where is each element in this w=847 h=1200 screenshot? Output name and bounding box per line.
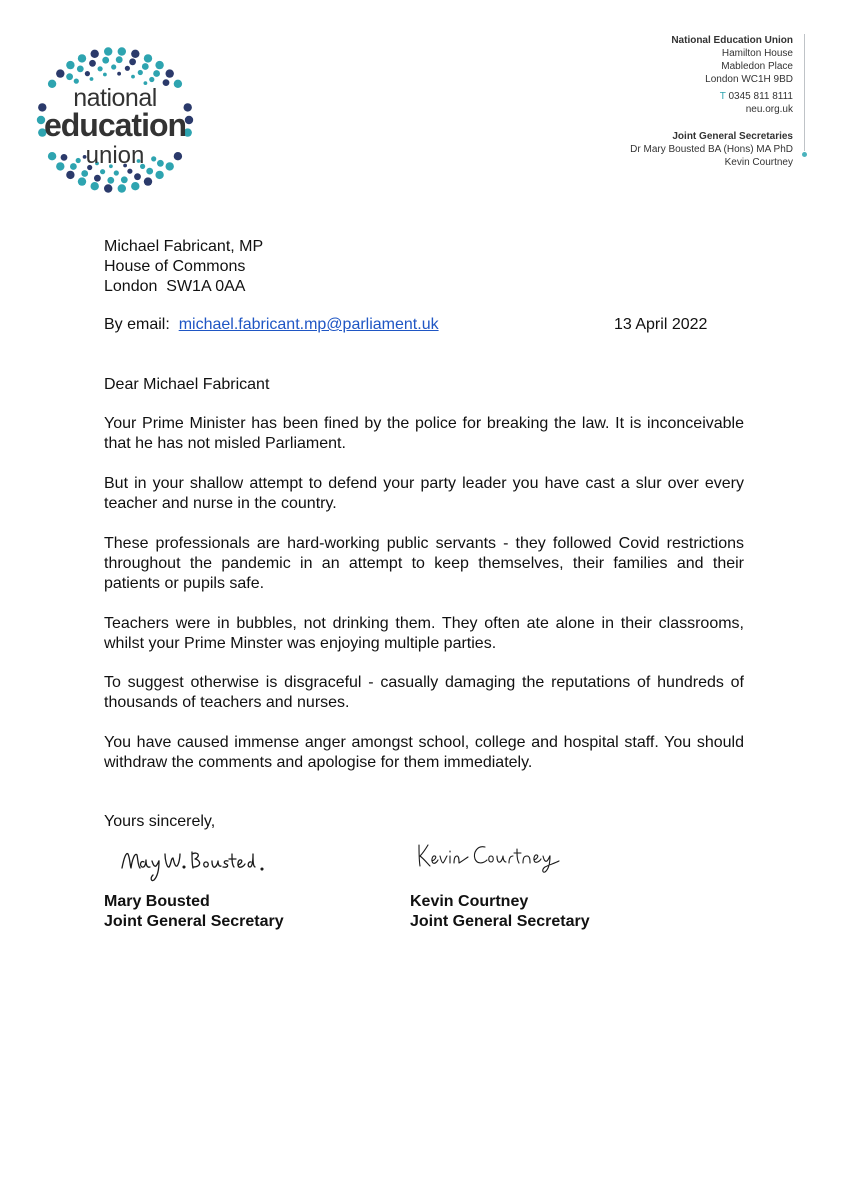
recipient-address	[104, 237, 744, 297]
logo-dot	[89, 60, 96, 67]
logo-dot	[118, 47, 126, 55]
signatory-2	[410, 892, 590, 932]
logo-text-national: national	[73, 84, 157, 112]
letterhead-divider	[804, 34, 805, 151]
logo-dot	[131, 182, 139, 190]
logo-dot	[77, 66, 84, 73]
logo-dot	[117, 72, 121, 76]
org-website[interactable]: neu.org.uk	[745, 104, 793, 115]
org-name: National Education Union	[671, 35, 793, 46]
logo-dot	[66, 73, 73, 80]
neu-logo	[30, 40, 200, 200]
logo-dot	[98, 66, 103, 71]
paragraph-2: But in your shallow attempt to defend your party leader you have cast a slur over every teacher and nurse in the country.	[104, 475, 744, 512]
logo-dot	[66, 61, 74, 69]
logo-dot	[155, 171, 163, 179]
signatory-1	[104, 892, 284, 932]
signatory-1-title: Joint General Secretary	[104, 913, 284, 930]
logo-dot	[149, 77, 154, 82]
jgs-name-1: Dr Mary Bousted BA (Hons) MA PhD	[630, 144, 793, 155]
org-address-line-1: Hamilton House	[721, 48, 793, 59]
logo-dot	[153, 70, 160, 77]
logo-dot	[94, 175, 101, 182]
email-label: By email:	[104, 316, 170, 333]
logo-dot	[131, 50, 139, 58]
logo-dot	[102, 57, 109, 64]
paragraph-1: Your Prime Minister has been fined by the police for breaking the law. It is inconceivable that he has not misled Parliament.	[104, 415, 744, 452]
logo-dot	[66, 171, 74, 179]
logo-dot	[90, 77, 94, 81]
logo-dot	[56, 69, 64, 77]
logo-dot	[81, 170, 88, 177]
recipient-line-2: House of Commons	[104, 258, 246, 275]
signatory-2-title: Joint General Secretary	[410, 913, 590, 930]
paragraph-6: You have caused immense anger amongst school, college and hospital staff. You should withdraw the comments and apologise for them immediately.	[104, 734, 744, 771]
letterhead-divider-dot	[802, 152, 807, 157]
letterhead-contact-block	[630, 34, 793, 169]
logo-dot	[78, 54, 86, 62]
logo-dot	[131, 75, 135, 79]
logo-dot	[74, 79, 79, 84]
logo-dot	[91, 182, 99, 190]
logo-dot	[155, 61, 163, 69]
logo-dot	[129, 58, 136, 65]
logo-dot	[91, 50, 99, 58]
org-phone-line	[630, 90, 793, 103]
logo-dot	[118, 184, 126, 192]
signatory-2-name: Kevin Courtney	[410, 893, 529, 910]
signature-kevin-courtney	[415, 835, 565, 875]
paragraph-4: Teachers were in bubbles, not drinking them. They often ate alone in their classrooms, whilst your Prime Minster was enjoying multiple parties.	[104, 615, 744, 652]
logo-dot	[116, 56, 123, 63]
logo-dot	[103, 73, 107, 77]
logo-dot	[111, 64, 116, 69]
org-address-line-2: Mabledon Place	[721, 61, 793, 72]
org-phone: 0345 811 8111	[728, 91, 793, 102]
signatory-1-name: Mary Bousted	[104, 893, 210, 910]
logo-dot	[144, 54, 152, 62]
logo-dot	[125, 66, 130, 71]
logo-dot	[166, 69, 174, 77]
recipient-line-3: London SW1A 0AA	[104, 278, 246, 295]
logo-dot	[114, 170, 119, 175]
logo-dot	[138, 70, 143, 75]
logo-dot	[121, 176, 128, 183]
logo-dot	[78, 177, 86, 185]
paragraph-3: These professionals are hard-working public servants - they followed Covid restrictions throughout the pandemic in an attempt to keep themselves, their families and their patients or pupils safe.	[104, 535, 744, 592]
logo-dot	[142, 63, 149, 70]
jgs-name-2: Kevin Courtney	[724, 157, 793, 168]
jgs-heading: Joint General Secretaries	[672, 131, 793, 142]
logo-text-union: union	[85, 142, 145, 169]
closing: Yours sincerely,	[104, 813, 216, 830]
logo-dot	[144, 177, 152, 185]
logo-dot	[104, 47, 112, 55]
recipient-line-1: Michael Fabricant, MP	[104, 238, 264, 255]
org-address-line-3: London WC1H 9BD	[705, 74, 793, 85]
paragraph-5: To suggest otherwise is disgraceful - casually damaging the reputations of hundreds of thousands of teachers and nurses.	[104, 674, 744, 711]
email-link[interactable]: michael.fabricant.mp@parliament.uk	[178, 316, 439, 333]
logo-dot	[107, 177, 114, 184]
signature-mary-bousted	[118, 840, 268, 885]
logo-dot	[85, 71, 90, 76]
phone-prefix: T	[719, 91, 726, 102]
logo-text-education: education	[43, 107, 187, 143]
logo-dot	[134, 173, 141, 180]
logo-dot	[104, 184, 112, 192]
letter-date: 13 April 2022	[614, 316, 708, 333]
salutation: Dear Michael Fabricant	[104, 376, 270, 393]
